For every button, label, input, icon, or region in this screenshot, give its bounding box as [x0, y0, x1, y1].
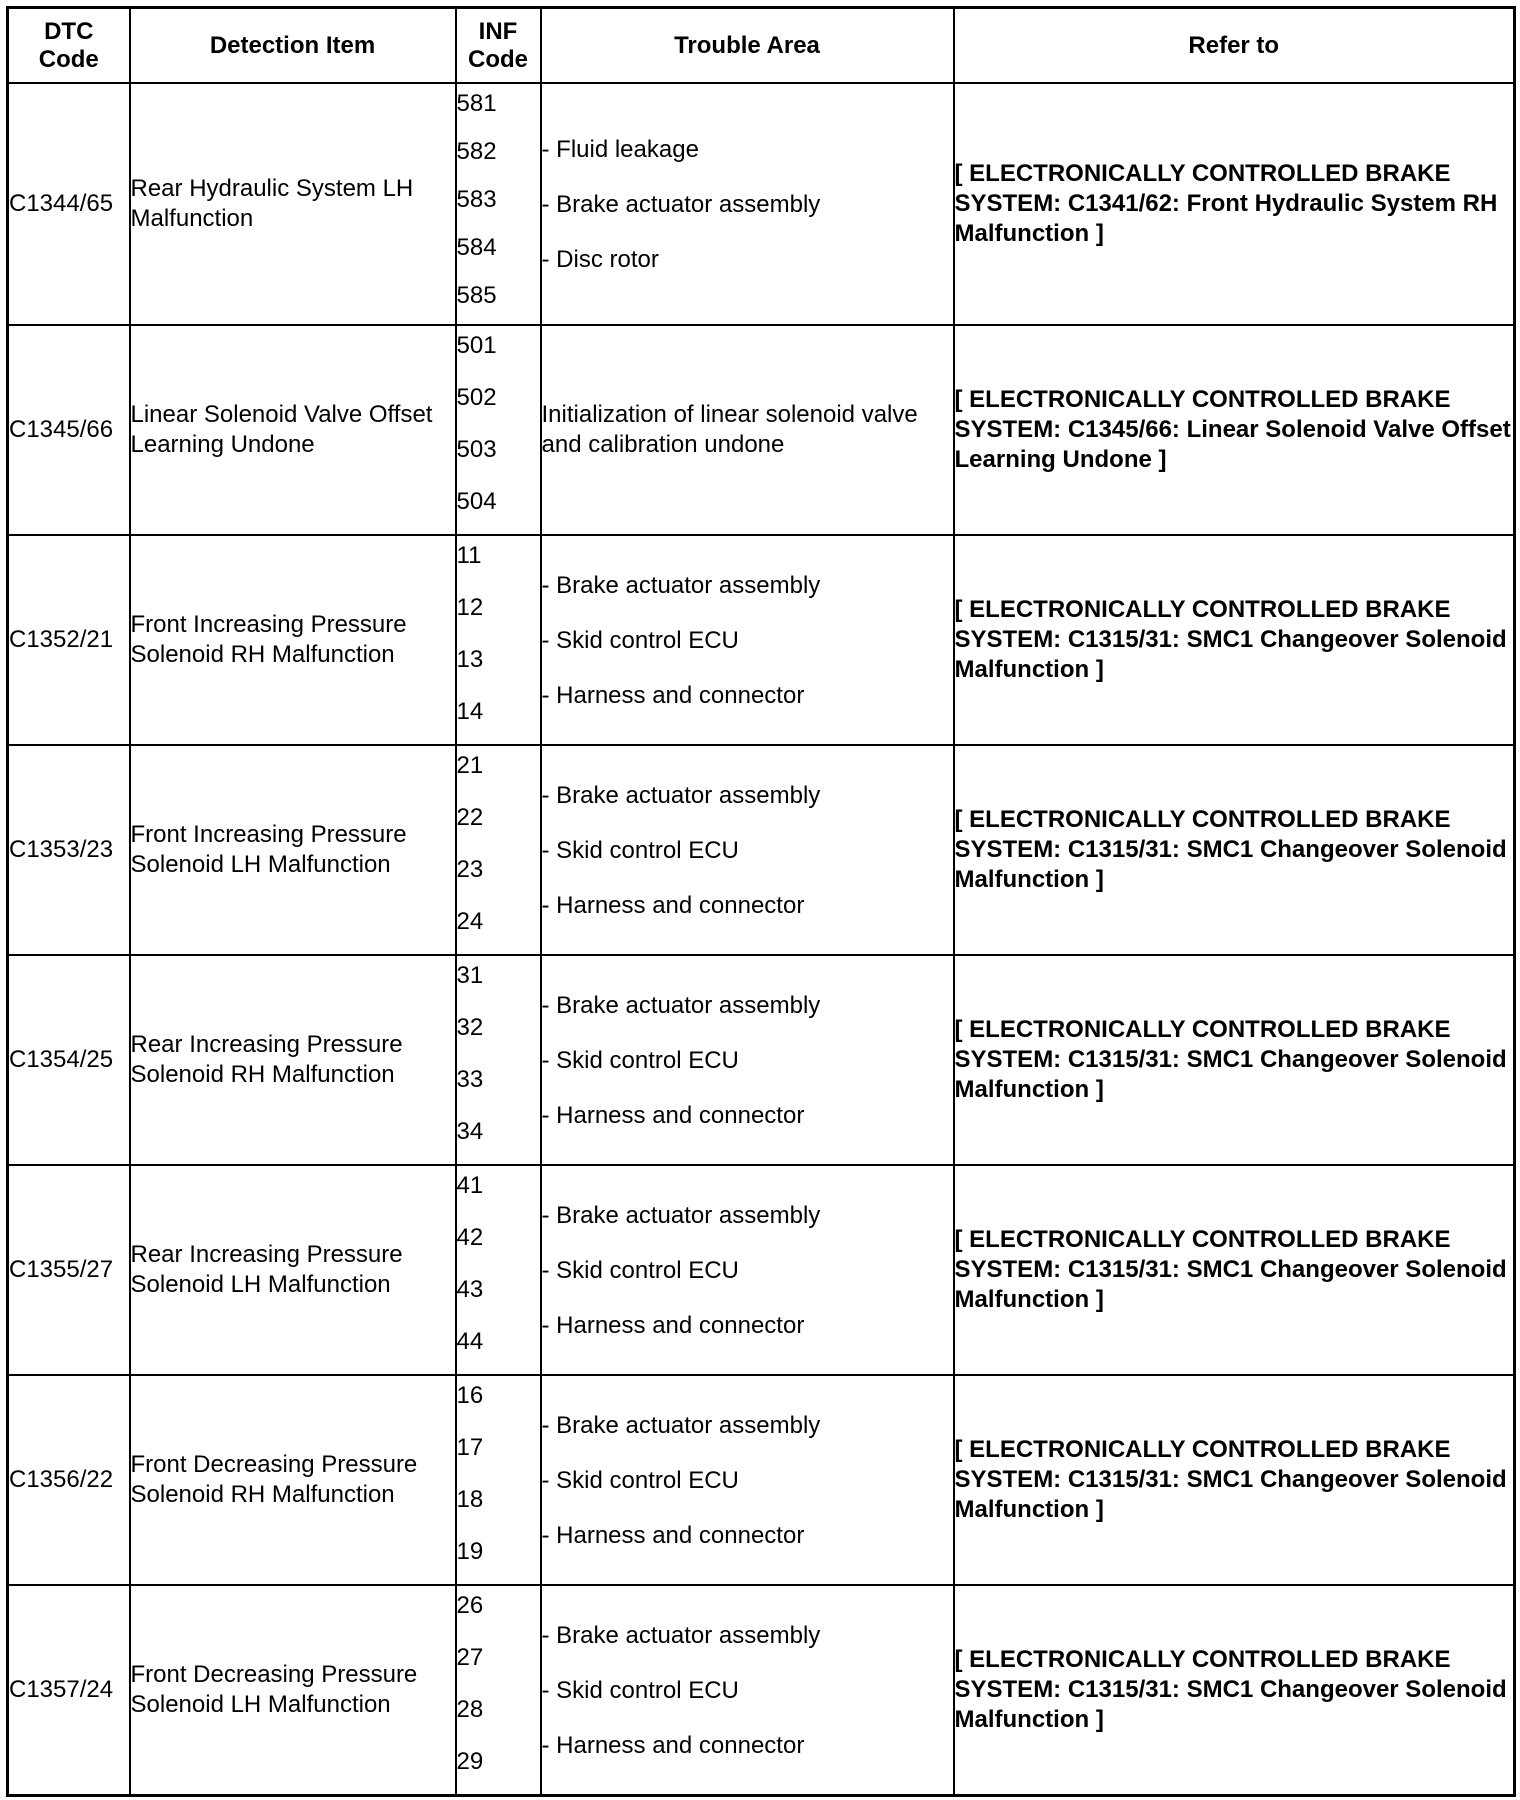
dtc-table [6, 6, 1516, 1797]
trouble-area-cell [541, 745, 954, 955]
header-dtc-line1: DTC [44, 17, 94, 45]
refer-to-cell: [ ELECTRONICALLY CONTROLLED BRAKE SYSTEM: C1315/31: SMC1 Changeover Solenoid Malfunction ] [954, 745, 1515, 955]
inf-code: 42 [456, 1224, 484, 1251]
trouble-area-cell [541, 325, 954, 535]
table-row [8, 83, 1515, 325]
dtc-code-cell: C1345/66 [8, 325, 130, 535]
header-dtc-code [8, 8, 130, 84]
trouble-area-item: - Harness and connector [541, 1101, 805, 1129]
detection-item-cell: Rear Hydraulic System LH Malfunction [130, 83, 456, 325]
inf-code: 34 [456, 1118, 484, 1145]
header-dtc-line2: Code [38, 45, 99, 73]
trouble-area-item: - Skid control ECU [541, 1466, 739, 1494]
inf-code: 41 [456, 1172, 484, 1199]
dtc-code-cell: C1354/25 [8, 955, 130, 1165]
trouble-area-item: - Skid control ECU [541, 1046, 739, 1074]
inf-code: 503 [456, 436, 497, 463]
inf-code-cell [456, 83, 541, 325]
trouble-area-item: - Skid control ECU [541, 1256, 739, 1284]
inf-code: 22 [456, 804, 484, 831]
inf-code: 24 [456, 908, 484, 935]
inf-code: 501 [456, 332, 497, 359]
refer-to-cell: [ ELECTRONICALLY CONTROLLED BRAKE SYSTEM: C1315/31: SMC1 Changeover Solenoid Malfunction ] [954, 1165, 1515, 1375]
trouble-area-item: - Brake actuator assembly [541, 991, 821, 1019]
inf-code: 21 [456, 752, 484, 779]
table-row [8, 325, 1515, 535]
inf-code-cell [456, 1585, 541, 1796]
detection-item-cell: Front Decreasing Pressure Solenoid RH Malfunction [130, 1375, 456, 1585]
trouble-area-cell [541, 1585, 954, 1796]
table-body [8, 83, 1515, 1796]
detection-item-cell: Linear Solenoid Valve Offset Learning Undone [130, 325, 456, 535]
inf-code: 583 [456, 186, 497, 213]
dtc-code-cell: C1356/22 [8, 1375, 130, 1585]
inf-code: 502 [456, 384, 497, 411]
inf-code: 31 [456, 962, 484, 989]
header-inf-line2: Code [468, 45, 528, 73]
header-row [8, 8, 1515, 84]
trouble-area-item: - Harness and connector [541, 1311, 805, 1339]
refer-to-cell: [ ELECTRONICALLY CONTROLLED BRAKE SYSTEM: C1315/31: SMC1 Changeover Solenoid Malfunction ] [954, 1375, 1515, 1585]
trouble-area-cell [541, 1375, 954, 1585]
inf-code: 581 [456, 90, 497, 117]
header-detection-item: Detection Item [130, 8, 456, 84]
trouble-area-item: - Harness and connector [541, 1521, 805, 1549]
trouble-area-item: - Skid control ECU [541, 1676, 739, 1704]
inf-code-cell [456, 955, 541, 1165]
inf-code-cell [456, 745, 541, 955]
inf-code: 13 [456, 646, 484, 673]
trouble-area-cell [541, 83, 954, 325]
dtc-code-cell: C1353/23 [8, 745, 130, 955]
refer-to-cell: [ ELECTRONICALLY CONTROLLED BRAKE SYSTEM: C1341/62: Front Hydraulic System RH Malfunction ] [954, 83, 1515, 325]
table-row [8, 1375, 1515, 1585]
dtc-code-cell: C1344/65 [8, 83, 130, 325]
inf-code-cell [456, 1165, 541, 1375]
inf-code: 23 [456, 856, 484, 883]
dtc-code-cell: C1355/27 [8, 1165, 130, 1375]
trouble-area-item: - Brake actuator assembly [541, 1201, 821, 1229]
inf-code: 32 [456, 1014, 484, 1041]
header-inf-line1: INF [478, 17, 518, 45]
dtc-code-cell: C1357/24 [8, 1585, 130, 1796]
detection-item-cell: Front Decreasing Pressure Solenoid LH Malfunction [130, 1585, 456, 1796]
refer-to-cell: [ ELECTRONICALLY CONTROLLED BRAKE SYSTEM: C1345/66: Linear Solenoid Valve Offset Learning Undone ] [954, 325, 1515, 535]
trouble-area-item: Initialization of linear solenoid valve and calibration undone [541, 401, 918, 458]
trouble-area-item: - Fluid leakage [541, 135, 699, 163]
inf-code: 585 [456, 282, 497, 309]
inf-code: 29 [456, 1748, 484, 1775]
inf-code: 44 [456, 1328, 484, 1355]
refer-to-cell: [ ELECTRONICALLY CONTROLLED BRAKE SYSTEM: C1315/31: SMC1 Changeover Solenoid Malfunction ] [954, 1585, 1515, 1796]
trouble-area-cell [541, 955, 954, 1165]
table-row [8, 745, 1515, 955]
trouble-area-item: - Harness and connector [541, 1731, 805, 1759]
trouble-area-item: - Disc rotor [541, 245, 659, 273]
detection-item-cell: Rear Increasing Pressure Solenoid RH Malfunction [130, 955, 456, 1165]
inf-code-cell [456, 535, 541, 745]
trouble-area-item: - Harness and connector [541, 681, 805, 709]
trouble-area-item: - Skid control ECU [541, 626, 739, 654]
detection-item-cell: Front Increasing Pressure Solenoid RH Malfunction [130, 535, 456, 745]
inf-code: 18 [456, 1486, 484, 1513]
detection-item-cell: Rear Increasing Pressure Solenoid LH Malfunction [130, 1165, 456, 1375]
inf-code: 33 [456, 1066, 484, 1093]
inf-code: 504 [456, 488, 497, 515]
inf-code-cell [456, 1375, 541, 1585]
inf-code: 19 [456, 1538, 484, 1565]
trouble-area-item: - Brake actuator assembly [541, 1411, 821, 1439]
refer-to-cell: [ ELECTRONICALLY CONTROLLED BRAKE SYSTEM: C1315/31: SMC1 Changeover Solenoid Malfunction ] [954, 535, 1515, 745]
header-inf-code [456, 8, 541, 84]
inf-code: 582 [456, 138, 497, 165]
table-row [8, 1585, 1515, 1796]
inf-code: 16 [456, 1382, 484, 1409]
inf-code: 43 [456, 1276, 484, 1303]
inf-code: 17 [456, 1434, 484, 1461]
table-row [8, 1165, 1515, 1375]
inf-code: 26 [456, 1592, 484, 1619]
refer-to-cell: [ ELECTRONICALLY CONTROLLED BRAKE SYSTEM: C1315/31: SMC1 Changeover Solenoid Malfunction ] [954, 955, 1515, 1165]
trouble-area-item: - Brake actuator assembly [541, 781, 821, 809]
trouble-area-item: - Skid control ECU [541, 836, 739, 864]
trouble-area-cell [541, 535, 954, 745]
trouble-area-item: - Brake actuator assembly [541, 1621, 821, 1649]
trouble-area-item: - Brake actuator assembly [541, 571, 821, 599]
trouble-area-item: - Harness and connector [541, 891, 805, 919]
trouble-area-item: - Brake actuator assembly [541, 190, 821, 218]
inf-code: 11 [456, 542, 482, 569]
inf-code-cell [456, 325, 541, 535]
header-refer-to: Refer to [954, 8, 1515, 84]
inf-code: 27 [456, 1644, 484, 1671]
dtc-code-cell: C1352/21 [8, 535, 130, 745]
inf-code: 28 [456, 1696, 484, 1723]
header-trouble-area: Trouble Area [541, 8, 954, 84]
trouble-area-cell [541, 1165, 954, 1375]
inf-code: 14 [456, 698, 484, 725]
detection-item-cell: Front Increasing Pressure Solenoid LH Malfunction [130, 745, 456, 955]
table-row [8, 535, 1515, 745]
inf-code: 584 [456, 234, 497, 261]
inf-code: 12 [456, 594, 484, 621]
table-row [8, 955, 1515, 1165]
